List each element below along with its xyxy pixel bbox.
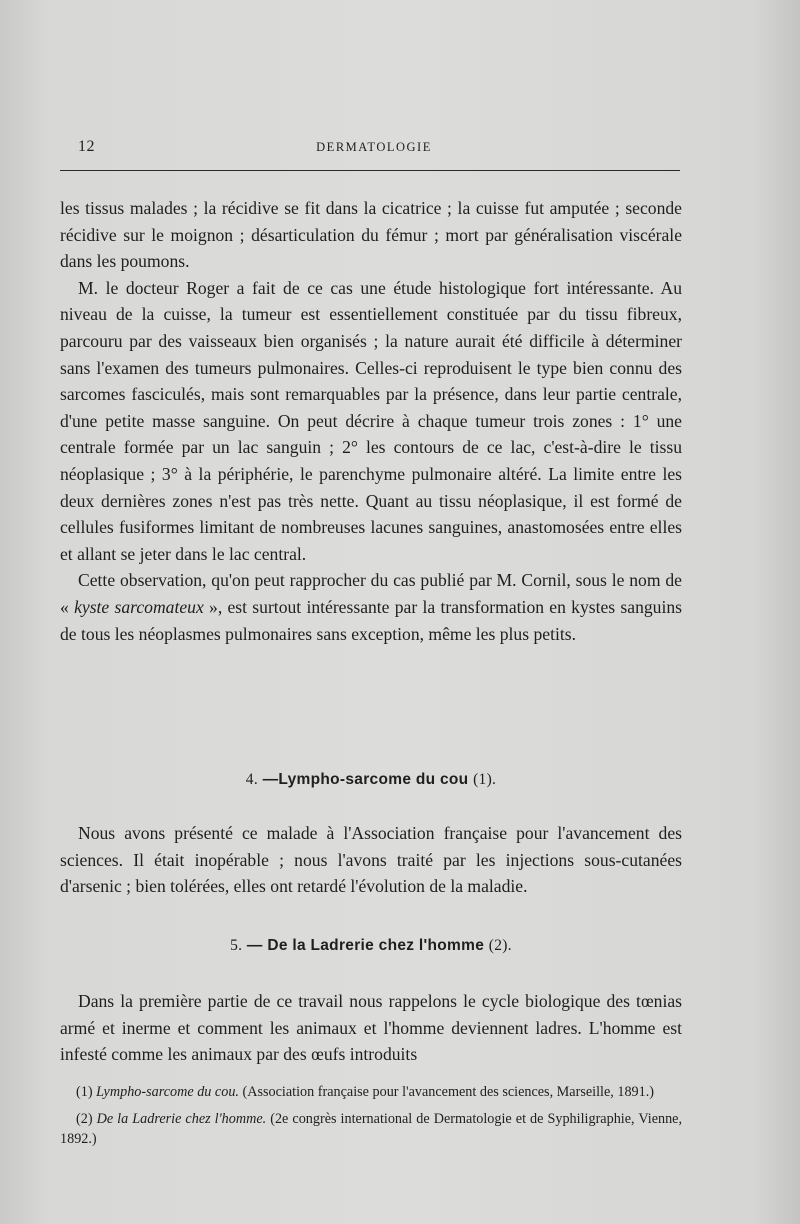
section-4-footnote-ref: (1). [473,771,497,788]
paragraph-1: les tissus malades ; la récidive se fit dans la cicatrice ; la cuisse fut amputée ; seconde récidive sur le moignon ; désarticulation du fémur ; mort par généralisation viscérale dans les poumons. [60,198,682,272]
section-5-title: — De la Ladrerie chez l'homme [246,937,485,954]
paragraph-3 [60,567,682,647]
footnote-1-marker: (1) [76,1084,93,1100]
section-heading-5 [60,937,682,955]
paragraph-3-start: Cette observation, qu'on peut rapprocher du cas publié par M. Cornil, sous le nom de « [60,570,682,617]
section-4-number: 4. [245,771,258,788]
paragraph-4: Nous avons présenté ce malade à l'Association française pour l'avancement des sciences. Il était inopérable ; nous l'avons traité par les injections sous-cutanées d'arsenic ; bien tolérées, elles ont retardé l'évolution de la maladie. [60,823,682,897]
page-number: 12 [78,138,95,155]
text-block-case-report [60,195,682,647]
text-block-section-4 [60,820,682,900]
section-heading-4 [60,771,682,789]
footnote-2-marker: (2) [76,1110,93,1127]
footnote-2-title: De la Ladrerie chez l'homme. [96,1110,267,1127]
footnote-1-text: (Association française pour l'avancement des sciences, Marseille, 1891.) [242,1084,654,1100]
paragraph-3-italic-term: kyste sarcomateux [74,596,204,617]
paragraph-5: Dans la première partie de ce travail nous rappelons le cycle biologique des tœnias armé et inerme et comment les animaux et l'homme deviennent ladres. L'homme est infesté comme les animaux par des œufs introduits [60,991,682,1065]
running-title: DERMATOLOGIE [316,140,432,154]
page-header [64,138,684,162]
section-4-title: —Lympho-sarcome du cou [262,771,469,788]
paragraph-2: M. le docteur Roger a fait de ce cas une étude histologique fort intéressante. Au niveau de la cuisse, la tumeur est essentiellement constituée par du tissu fibreux, parcouru par des vaisseaux bien organisés ; la nature aurait été difficile à déterminer sans l'examen des tumeurs pulmonaires. Celles-ci reproduisent le type bien connu des sarcomes fasciculés, mais sont remarquables par la présence, dans leur partie centrale, d'une petite masse sanguine. On peut décrire à chaque tumeur trois zones : 1° une centrale formée par un lac sanguin ; 2° les contours de ce lac, c'est-à-dire le tissu néoplasique ; 3° à la périphérie, le parenchyme pulmonaire altéré. La limite entre les deux dernières zones n'est pas très nette. Quant au tissu néoplasique, il est formé de cellules fusiformes limitant de nombreuses lacunes sanguines, anastomosées entre elles et allant se jeter dans le lac central. [60,277,682,564]
paragraph-3-end: », est surtout intéressante par la transformation en kystes sanguins de tous les néoplasmes pulmonaires sans exception, même les plus petits. [60,596,683,644]
footnote-1 [60,1082,682,1103]
text-block-section-5 [60,988,682,1068]
section-5-number: 5. [230,937,243,954]
footnote-2-text: (2e congrès international de Dermatologie et de Syphiligraphie, Vienne, 1892.) [60,1110,683,1147]
footnote-2 [60,1109,682,1150]
section-5-footnote-ref: (2). [488,937,512,954]
footnotes [60,1082,682,1156]
header-rule [60,170,680,171]
footnote-1-title: Lympho-sarcome du cou. [96,1084,239,1100]
